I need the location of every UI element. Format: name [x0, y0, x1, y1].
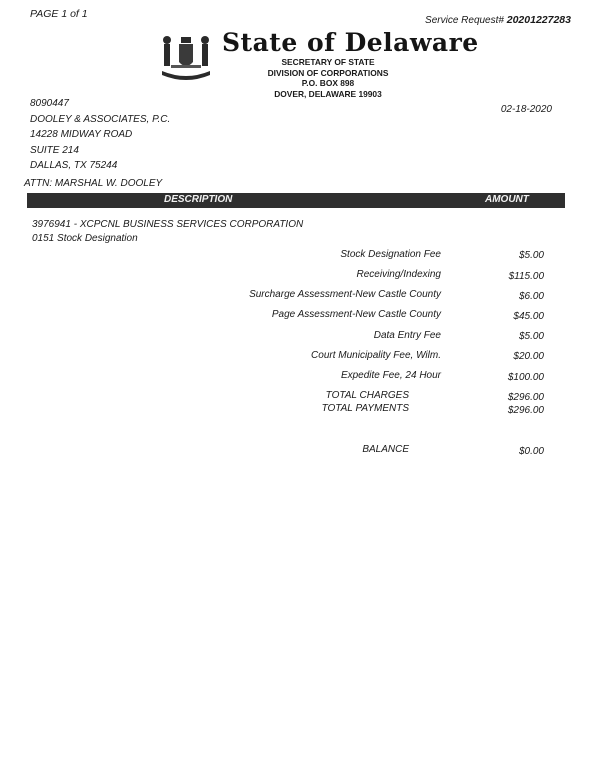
filing-line: 0151 Stock Designation: [32, 233, 138, 244]
service-request-label: Service Request#: [425, 15, 504, 26]
service-request-number: 20201227283: [506, 14, 571, 26]
fee-amount: $100.00: [507, 372, 544, 383]
fee-label: Expedite Fee, 24 Hour: [340, 370, 441, 381]
total-charges-amount: $296.00: [507, 392, 544, 403]
attention-line: ATTN: MARSHAL W. DOOLEY: [24, 178, 163, 189]
client-line: 14228 MIDWAY ROAD: [30, 129, 133, 140]
client-line: SUITE 214: [30, 144, 79, 156]
amount-header: AMOUNT: [485, 194, 529, 205]
fee-label: Stock Designation Fee: [340, 249, 441, 260]
total-charges-label: TOTAL CHARGES: [325, 390, 409, 401]
fee-amount: $20.00: [513, 351, 544, 362]
total-payments-amount: $296.00: [507, 405, 544, 416]
order-description: [32, 218, 303, 246]
office-line: DOVER, DELAWARE 19903: [274, 88, 382, 99]
description-header: DESCRIPTION: [164, 194, 233, 205]
fee-label: Receiving/Indexing: [356, 269, 441, 280]
delaware-seal-icon: [157, 31, 215, 85]
fee-amount: $5.00: [518, 331, 544, 342]
document-date: 02-18-2020: [500, 104, 552, 115]
client-line: 8090447: [30, 98, 69, 109]
office-line: P.O. BOX 898: [301, 78, 355, 89]
entity-line: 3976941 - XCPCNL BUSINESS SERVICES CORPORATION: [32, 219, 304, 230]
balance-label: BALANCE: [362, 444, 409, 455]
total-payments-label: TOTAL PAYMENTS: [321, 403, 409, 414]
fee-amount: $115.00: [508, 271, 544, 282]
fee-amount: $45.00: [513, 311, 544, 322]
fee-label: Data Entry Fee: [373, 330, 441, 341]
office-address: [238, 57, 418, 99]
client-line: DOOLEY & ASSOCIATES, P.C.: [30, 113, 171, 125]
client-address: [30, 96, 170, 174]
service-request: [425, 14, 571, 26]
office-line: SECRETARY OF STATE: [281, 57, 375, 67]
table-header-bar: [27, 193, 565, 208]
state-title: State of Delaware: [222, 28, 479, 57]
page-number: PAGE 1 of 1: [30, 8, 88, 20]
fee-label: Page Assessment-New Castle County: [271, 309, 441, 320]
office-line: DIVISION OF CORPORATIONS: [267, 67, 389, 78]
fee-label: Surcharge Assessment-New Castle County: [249, 289, 441, 300]
fee-label: Court Municipality Fee, Wilm.: [311, 350, 441, 361]
fee-amount: $6.00: [518, 291, 544, 302]
client-line: DALLAS, TX 75244: [30, 160, 118, 171]
fee-amount: $5.00: [518, 250, 544, 261]
balance-amount: $0.00: [518, 446, 544, 457]
